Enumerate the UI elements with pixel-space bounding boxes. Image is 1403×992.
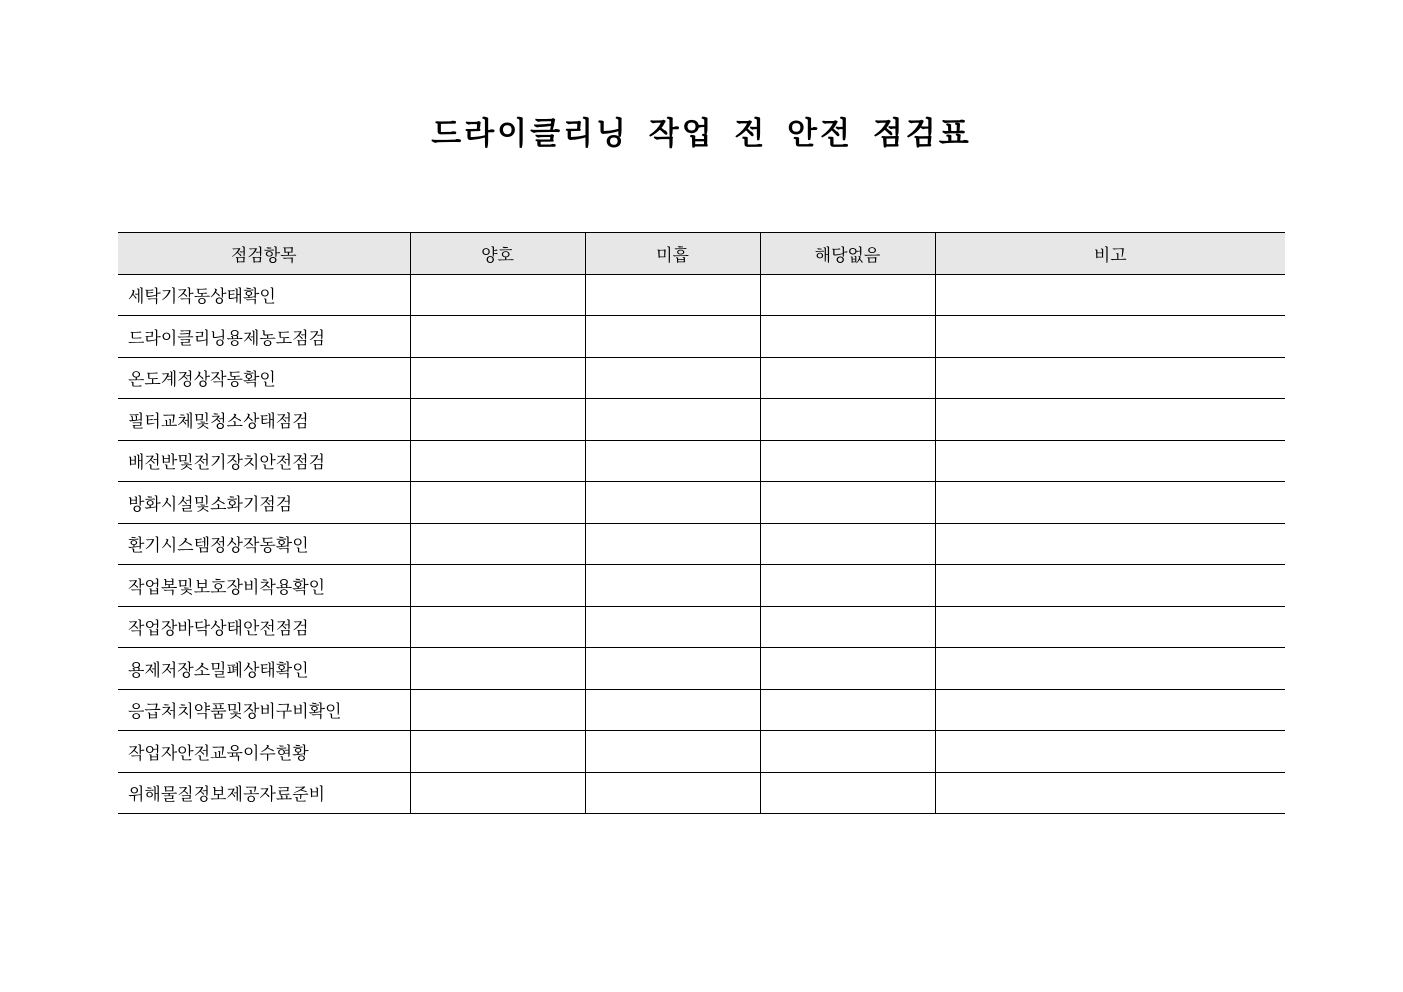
poor-check-cell[interactable] [585,565,760,607]
header-not-applicable: 해당없음 [760,233,935,275]
not-applicable-check-cell[interactable] [760,772,935,814]
table-row [118,357,1285,399]
table-row [118,523,1285,565]
poor-check-cell[interactable] [585,606,760,648]
not-applicable-check-cell[interactable] [760,440,935,482]
not-applicable-check-cell[interactable] [760,482,935,524]
good-check-cell[interactable] [410,648,585,690]
inspection-item-cell: 방화시설및소화기점검 [118,482,410,524]
inspection-item-cell: 드라이클리닝용제농도점검 [118,316,410,358]
not-applicable-check-cell[interactable] [760,316,935,358]
poor-check-cell[interactable] [585,523,760,565]
remarks-cell[interactable] [935,357,1285,399]
good-check-cell[interactable] [410,523,585,565]
poor-check-cell[interactable] [585,482,760,524]
remarks-cell[interactable] [935,523,1285,565]
remarks-cell[interactable] [935,274,1285,316]
good-check-cell[interactable] [410,274,585,316]
table-row [118,648,1285,690]
header-inspection-item: 점검항목 [118,233,410,275]
table-row [118,606,1285,648]
page-title: 드라이클리닝 작업 전 안전 점검표 [431,116,972,152]
table-row [118,731,1285,773]
good-check-cell[interactable] [410,440,585,482]
table-row [118,316,1285,358]
poor-check-cell[interactable] [585,316,760,358]
safety-checklist-table [118,232,1285,814]
inspection-item-cell: 작업자안전교육이수현황 [118,731,410,773]
not-applicable-check-cell[interactable] [760,648,935,690]
inspection-item-cell: 용제저장소밀폐상태확인 [118,648,410,690]
table-row [118,772,1285,814]
remarks-cell[interactable] [935,731,1285,773]
inspection-item-cell: 작업복및보호장비착용확인 [118,565,410,607]
inspection-item-cell: 필터교체및청소상태점검 [118,399,410,441]
remarks-cell[interactable] [935,648,1285,690]
remarks-cell[interactable] [935,440,1285,482]
remarks-cell[interactable] [935,606,1285,648]
inspection-item-cell: 세탁기작동상태확인 [118,274,410,316]
table-row [118,482,1285,524]
remarks-cell[interactable] [935,316,1285,358]
inspection-item-cell: 응급처치약품및장비구비확인 [118,689,410,731]
remarks-cell[interactable] [935,689,1285,731]
not-applicable-check-cell[interactable] [760,565,935,607]
good-check-cell[interactable] [410,316,585,358]
table-row [118,565,1285,607]
remarks-cell[interactable] [935,399,1285,441]
inspection-item-cell: 환기시스템정상작동확인 [118,523,410,565]
table-header-row [118,233,1285,275]
good-check-cell[interactable] [410,399,585,441]
good-check-cell[interactable] [410,482,585,524]
poor-check-cell[interactable] [585,357,760,399]
header-poor: 미흡 [585,233,760,275]
poor-check-cell[interactable] [585,689,760,731]
remarks-cell[interactable] [935,772,1285,814]
not-applicable-check-cell[interactable] [760,523,935,565]
inspection-item-cell: 배전반및전기장치안전점검 [118,440,410,482]
inspection-item-cell: 온도계정상작동확인 [118,357,410,399]
header-remarks: 비고 [935,233,1285,275]
table-row [118,399,1285,441]
poor-check-cell[interactable] [585,731,760,773]
table-row [118,274,1285,316]
table-row [118,689,1285,731]
good-check-cell[interactable] [410,731,585,773]
poor-check-cell[interactable] [585,440,760,482]
not-applicable-check-cell[interactable] [760,274,935,316]
good-check-cell[interactable] [410,689,585,731]
not-applicable-check-cell[interactable] [760,357,935,399]
not-applicable-check-cell[interactable] [760,689,935,731]
poor-check-cell[interactable] [585,399,760,441]
not-applicable-check-cell[interactable] [760,399,935,441]
table-row [118,440,1285,482]
good-check-cell[interactable] [410,565,585,607]
poor-check-cell[interactable] [585,648,760,690]
inspection-item-cell: 위해물질정보제공자료준비 [118,772,410,814]
remarks-cell[interactable] [935,482,1285,524]
poor-check-cell[interactable] [585,274,760,316]
inspection-item-cell: 작업장바닥상태안전점검 [118,606,410,648]
poor-check-cell[interactable] [585,772,760,814]
good-check-cell[interactable] [410,606,585,648]
good-check-cell[interactable] [410,357,585,399]
header-good: 양호 [410,233,585,275]
not-applicable-check-cell[interactable] [760,731,935,773]
not-applicable-check-cell[interactable] [760,606,935,648]
good-check-cell[interactable] [410,772,585,814]
remarks-cell[interactable] [935,565,1285,607]
